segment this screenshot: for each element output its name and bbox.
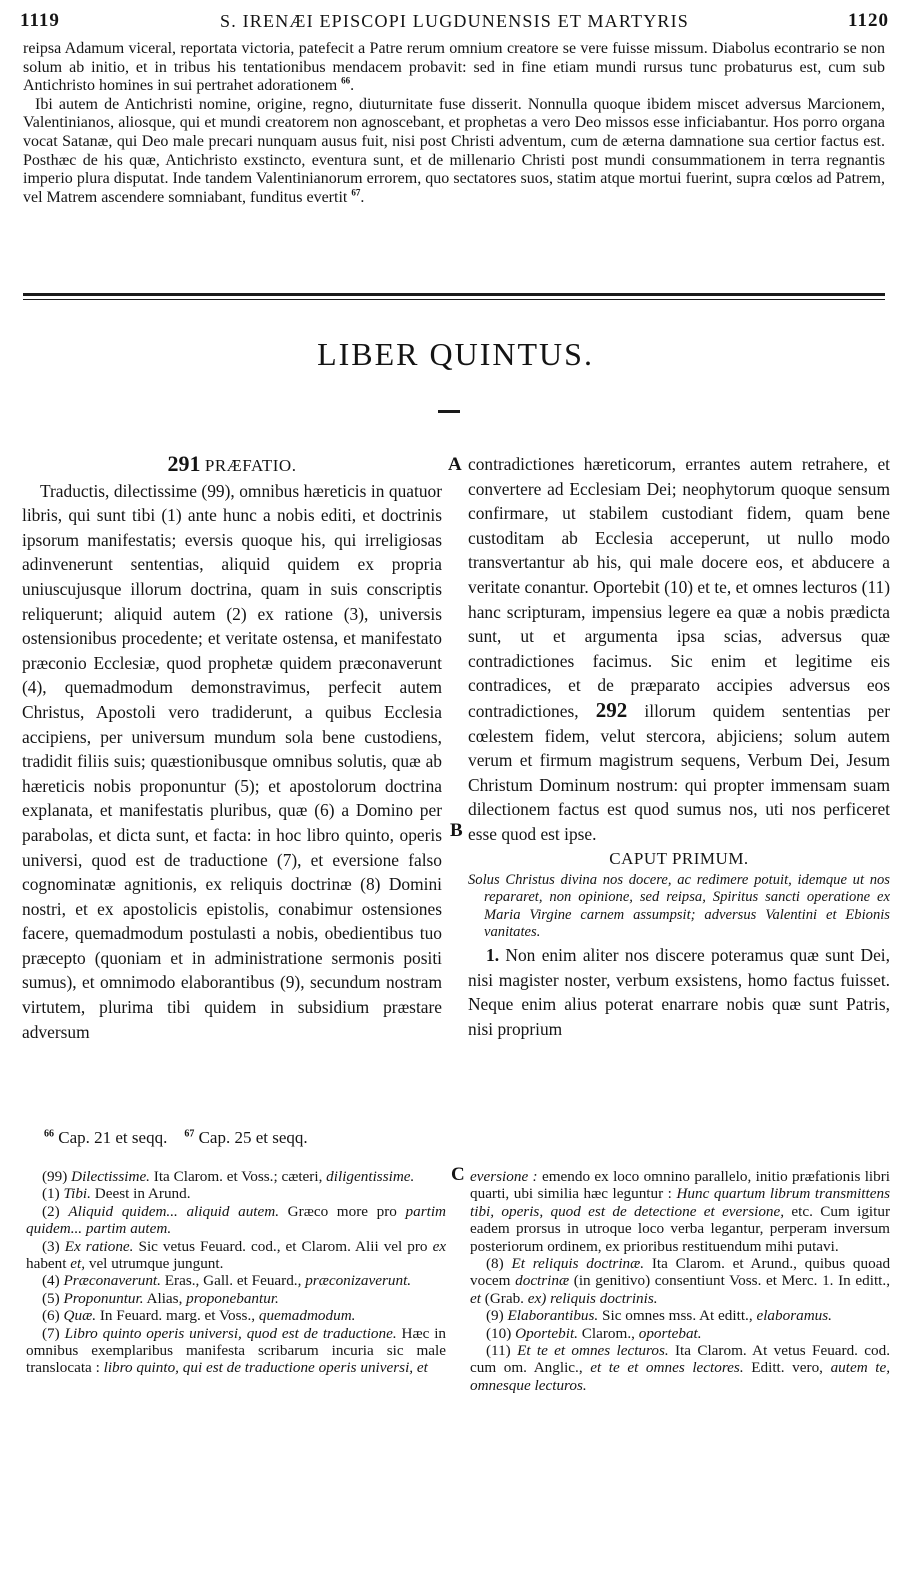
running-header (20, 10, 889, 36)
paragraph-text: reipsa Adamum viceral, reportata victoria, patefecit a Patre rerum omnium creatore se vere fuisse missum. Diabolus econtrario se non solum ab initio, et in tribus his tentationibus mendacem probavit: sed in fine etiam mundi rursus tunc probaturus est, cum sub Antichristo homines in sui pertrahet adorationem (23, 40, 885, 95)
page-number-left: 1119 (20, 10, 60, 31)
preface-text: Traductis, dilectissime (99), omnibus hæreticis in quatuor libris, qui sunt tibi (1) ante hunc a nobis editi, et doctrinis ipsorum manifestatis; eversis quoque his, qui irreligiosas adinvenerunt sententias, aliquid quidem ex propria uniuscujusque illorum doctrina, quam in suis conscriptis reliquerunt; aliquid autem (2) ex ratione (3), universis ostensionibus procedente; et veritate ostensa, et manifestato præconio Ecclesiæ, quod prophetæ quidem præconaverunt (4), quemadmodum demonstravimus, perfecit autem Christus, Apostoli vero tradiderunt, a quibus Ecclesia accipiens, per universum mundum sola bene custodiens, tradidit filiis suis; quæstionibusque omnibus solutis, quæ ab hæreticis nobis proponuntur (5); et apostolorum doctrina explanata, et manifestatis pluribus, quæ (6) a Domino per parabolas, et dicta sunt, et facta: in hoc libro quinto, operis universi, quod est de traductione (7), et eversione falso cognominatæ agnitionis, ex reliquis doctrinæ (8) Domini nostri, et ex apostolicis epistolis, conabimur ostensiones facere, quemadmodum postulasti a nobis, obedientibus tuo præcepto (quoniam et in administratione sermonis positi sumus), et omnimodo elaborantibus (9), secundum nostram virtutem, plurima tibi quidem in subsidium præstare adversum (22, 480, 442, 1042)
preface-heading (22, 452, 442, 479)
marginal-number: 291 (167, 451, 201, 476)
paragraph-text: contradictiones hæreticorum, errantes autem retrahere, et convertere ad Ecclesiam Dei; neophytorum quoque sensum confirmare, ut stabilem custodiant fidem, quam bene custoditam ab Ecclesia acceperunt, ut nullo modo transvertantur ab his, qui male docere eos, et abducere a veritate conantur. Oportebit (10) et te, et omnes lecturos (11) hanc scripturam, impensius legere ea quæ a nobis prædicta sunt, ut et argumenta ipsa scias, adversus quæ contradictiones facimus. Sic enim et legitime eis contradices, et de præparato accipies adversus eos contradictiones, (468, 454, 890, 721)
note: (2) Aliquid quidem... aliquid autem. Græco more pro partim quidem... partim autem. (26, 1202, 447, 1238)
paragraph: reipsa Adamum viceral, reportata victoria, patefecit a Patre rerum omnium creatore se vere fuisse missum. Diabolus econtrario se non solum ab initio, et in tribus his tentationibus mendacem probavit: sed in fine etiam mundi rursus tunc probaturus est, cum sub Antichristo homines in sui pertrahet adorationem $^{66}$. (23, 40, 885, 95)
paragraph-text: Ibi autem de Antichristi nomine, origine, regno, diuturnitate fuse disserit. Nonnulla quoque ibidem miscet adversus Marcionem, Valentinianos, aliosque, qui et mundi creatorem non agnoscebant, et prophetas a vero Deo missos esse inficiabantur. Hos porro organa vocat Satanæ, qui Deo male precari nunquam ausus fuit, nisi post Christi adventum, cum de æterna damnatione sua certior factus est. Posthæc de his quæ, Antichristo exstincto, eventura sunt, et de millenario Christi post mundi consummationem in terra regnantis imperio plura disputat. Inde tandem Valentinianorum errorem, quo sectatores suos, statim atque mortui fuerint, supra cœlos ad Patrem, vel Matrem ascendere somniabant, funditus evertit (23, 95, 885, 206)
footnote-text: Cap. 25 et seqq. (198, 1128, 308, 1147)
chapter-summary: Solus Christus divina nos docere, ac redimere potuit, idemque ut nos repararet, non opinione, sed reipsa, Spiritus sancti operatione ex Maria Virgine carnem assumpsit; adversus Valentini et Ebionis vanitates. (468, 872, 890, 940)
left-column (22, 452, 442, 1044)
note: (3) Ex ratione. Sic vetus Feuard. cod., et Clarom. Alii vel pro ex habent et, vel utrumque jungunt. (26, 1237, 447, 1273)
note: (4) Præconaverunt. Eras., Gall. et Feuard., præconizaverunt. (42, 1272, 412, 1290)
section-title: PRÆFATIO. (204, 456, 297, 475)
margin-letter-a: A (448, 454, 462, 475)
paragraph (468, 452, 890, 847)
running-title: S. IRENÆI EPISCOPI LUGDUNENSIS ET MARTYRIS (219, 11, 690, 31)
paragraph (468, 943, 890, 1041)
title-dash (438, 410, 460, 413)
divider-rule (23, 293, 885, 296)
note: (1) Tibi. Deest in Arund. (42, 1185, 191, 1203)
paragraph-text: Non enim aliter nos discere poteramus quæ sunt Dei, nisi magister noster, verbum exsistens, homo factus fuisset. Neque enim alius poterat enarrare nobis quæ sunt Patris, nisi proprium (468, 944, 890, 1039)
page-number-right: 1120 (848, 10, 889, 31)
footnote-ref: 66 (341, 75, 351, 86)
note: eversione : emendo ex loco omnino parallelo, initio præfationis libri quarti, ubi similia hæc leguntur : Hunc quartum librum transmittens tibi, operis, quod est de detectione et eversione, etc. Cum igitur eadem prorsus in utroque loco verba legantur, perperam inversum posteriorum ordinem, ex prioribus restituendum mihi putavi. (470, 1168, 891, 1255)
marginal-number: 292 (595, 697, 628, 722)
chapter-heading: CAPUT PRIMUM. (609, 848, 749, 868)
margin-letter-b: B (450, 820, 463, 841)
note: (7) Libro quinto operis universi, quod est de traductione. Hæc in omnibus exemplaribus manifesta scribarum incuria sic male translocata : libro quinto, qui est de traductione operis universi, et (26, 1324, 447, 1377)
paragraph-number: 1. (486, 944, 500, 965)
footnote-text: Cap. 21 et seqq. (58, 1128, 168, 1147)
note: (99) Dilectissime. Ita Clarom. et Voss.; cæteri, diligentissime. (42, 1168, 415, 1185)
divider-rule (23, 299, 885, 300)
footnote-mark: 67 (184, 1128, 195, 1140)
note: (10) Oportebit. Clarom., oportebat. (486, 1324, 702, 1342)
critical-notes-left (26, 1168, 446, 1377)
note: (9) Elaborantibus. Sic omnes mss. At editt., elaboramus. (486, 1307, 832, 1325)
critical-notes-right (470, 1168, 890, 1394)
note: (6) Quæ. In Feuard. marg. et Voss., quemadmodum. (42, 1307, 356, 1325)
footnote-ref: 67 (351, 187, 361, 198)
note: (5) Proponuntur. Alias, proponebantur. (42, 1289, 279, 1307)
book-title: LIBER QUINTUS. (317, 336, 594, 372)
right-column (468, 452, 890, 1041)
footnotes (44, 1128, 308, 1148)
footnote-mark: 66 (44, 1128, 54, 1140)
paragraph: Ibi autem de Antichristi nomine, origine, regno, diuturnitate fuse disserit. Nonnulla quoque ibidem miscet adversus Marcionem, Valentinianos, aliosque, qui et mundi creatorem non agnoscebant, et prophetas a vero Deo missos esse inficiabantur. Hos porro organa vocat Satanæ, qui Deo male precari nunquam ausus fuit, nisi post Christi adventum, cum de æterna damnatione sua certior factus est. Posthæc de his quæ, Antichristo exstincto, eventura sunt, et de millenario Christi post mundi consummationem in terra regnantis imperio plura disputat. Inde tandem Valentinianorum errorem, quo sectatores suos, statim atque mortui fuerint, supra cœlos ad Patrem, vel Matrem ascendere somniabant, funditus evertit $^{67}$. (23, 95, 885, 206)
preceding-text (23, 40, 885, 207)
note: (8) Et reliquis doctrinæ. Ita Clarom. et Arund., quibus quoad vocem doctrinæ (in genitivo) consentiunt Voss. et Merc. 1. In editt., et (Grab. ex) reliquis doctrinis. (470, 1255, 891, 1307)
note: (11) Et te et omnes lecturos. Ita Clarom. At vetus Feuard. cod. cum om. Anglic., et te et omnes lectores. Editt. vero, autem te, omnesque lecturos. (470, 1342, 891, 1394)
margin-letter-c: C (451, 1164, 465, 1185)
paragraph-text: illorum quidem sententias per cœlestem fidem, velut stercora, abjiciens; solum autem verum et firmum magistrum sequens, Verbum Dei, Jesum Christum Dominum nostrum: qui propter immensam suam dilectionem factus est quod sumus nos, uti nos perficeret esse quod est ipse. (468, 700, 890, 844)
